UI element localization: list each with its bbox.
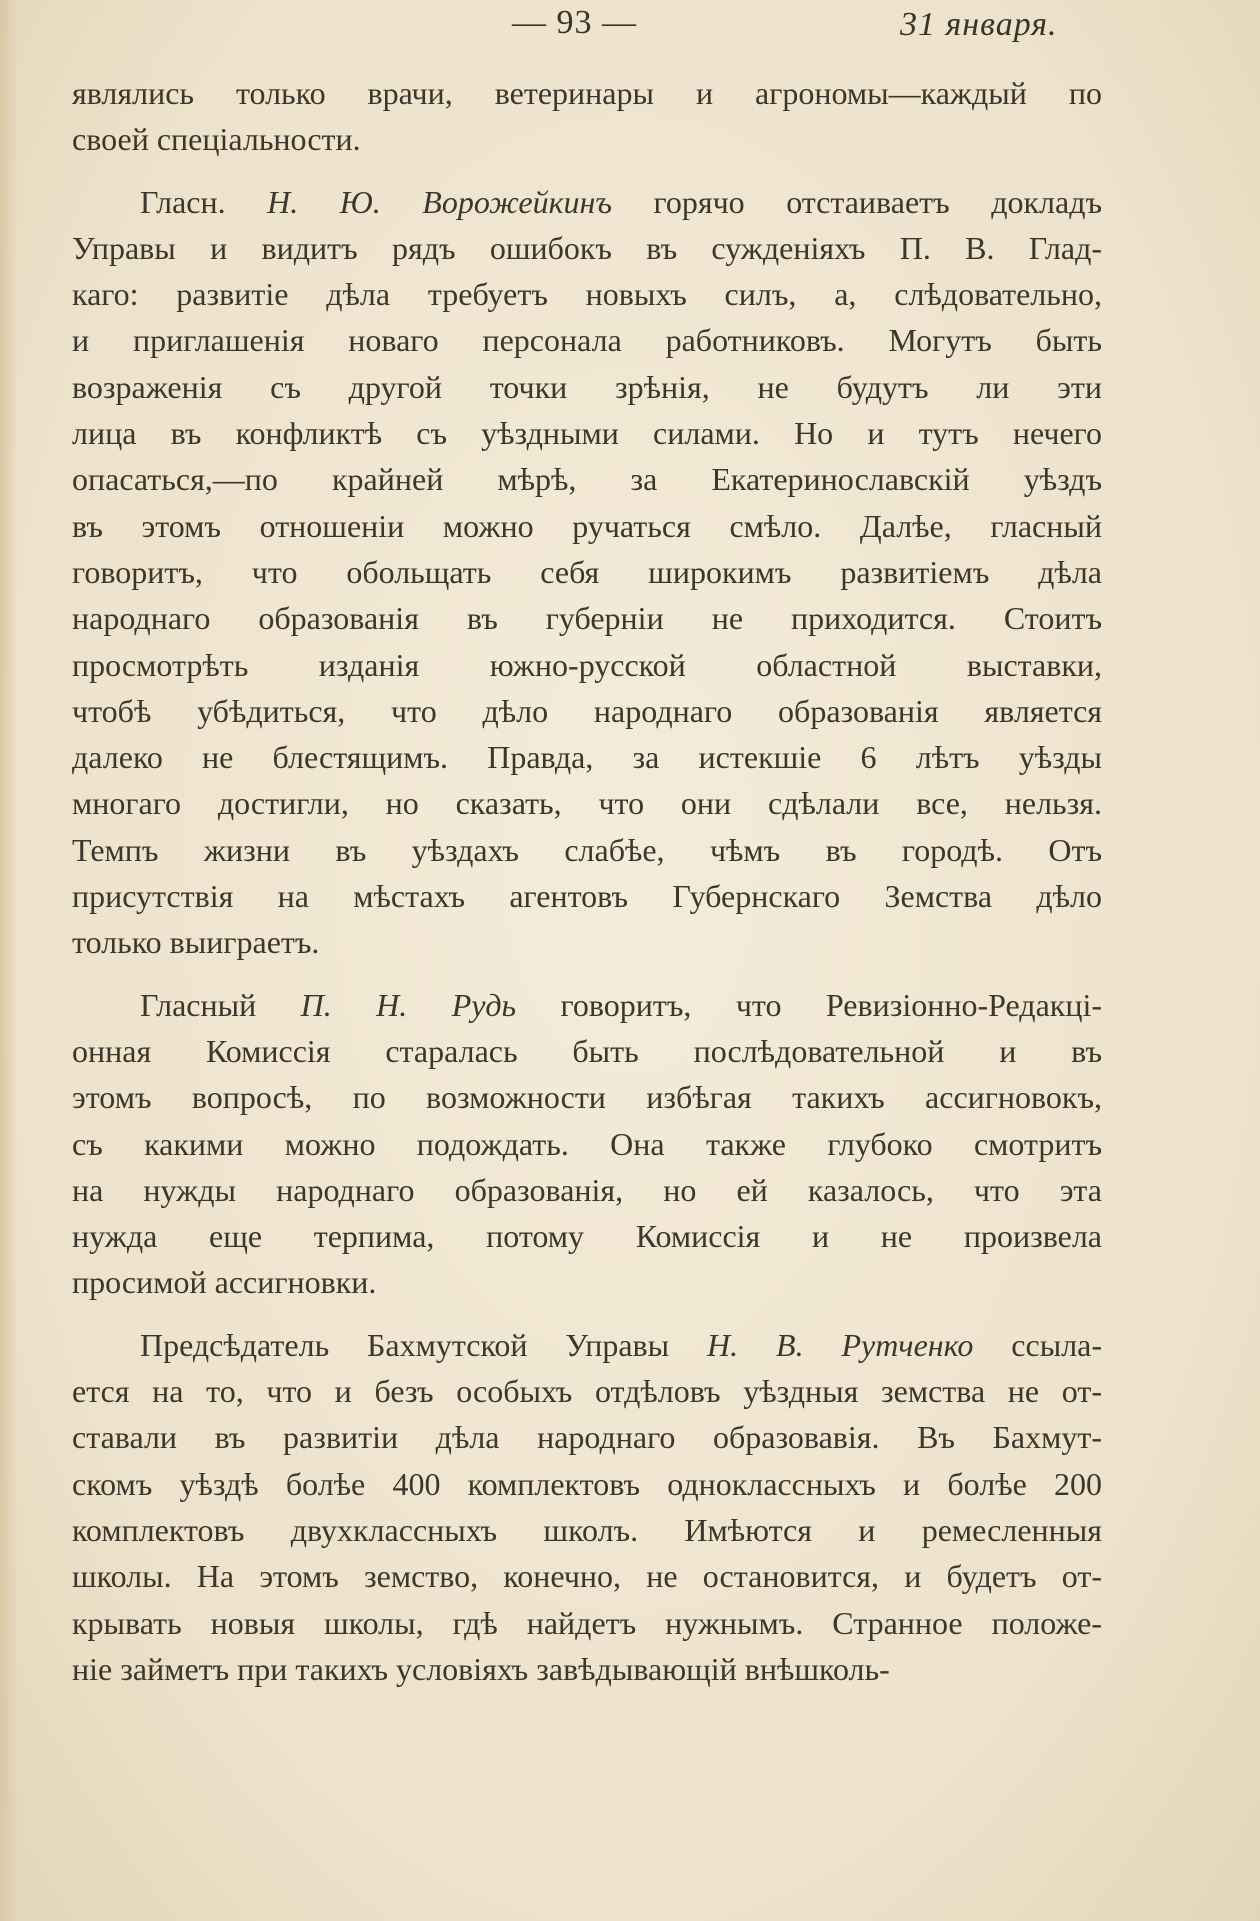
text-line: Управы и видитъ рядъ ошибокъ въ сужденіяхъ П. В. Глад-	[72, 229, 1102, 266]
text-line: скомъ уѣздѣ болѣе 400 комплектовъ одноклассныхъ и болѣе 200	[72, 1465, 1102, 1502]
text-line: каго: развитіе дѣла требуетъ новыхъ силъ, а, слѣдовательно,	[72, 276, 1102, 313]
paragraph	[72, 179, 1102, 966]
body-text	[72, 70, 1102, 1692]
text-line: только выиграетъ.	[72, 924, 320, 961]
text-line: просмотрѣть изданія южно-русской областной выставки,	[72, 646, 1102, 683]
text-line: возраженія съ другой точки зрѣнія, не будутъ ли эти	[72, 368, 1102, 405]
paragraph-gap	[72, 163, 1102, 179]
text-line: своей спеціальности.	[72, 121, 361, 158]
text-line: многаго достигли, но сказать, что они сдѣлали все, нельзя.	[72, 785, 1102, 822]
speaker-name: Н. Ю. Ворожейкинъ	[267, 183, 613, 220]
text-line: ется на то, что и безъ особыхъ отдѣловъ уѣздныя земства не от-	[72, 1373, 1102, 1410]
text-line: нужда еще терпима, потому Комиссія и не произвела	[72, 1218, 1102, 1255]
text-line: школы. На этомъ земство, конечно, не остановится, и будетъ от-	[72, 1558, 1102, 1595]
paragraph-gap	[72, 1306, 1102, 1322]
text-line: говоритъ, что обольщать себя широкимъ развитіемъ дѣла	[72, 553, 1102, 590]
text-line: онная Комиссія старалась быть послѣдовательной и въ	[72, 1032, 1102, 1069]
speaker-name: П. Н. Рудь	[300, 986, 517, 1023]
text-line: Предсѣдатель Бахмутской Управы Н. В. Рутченко ссыла-	[140, 1326, 1103, 1363]
page-header	[0, 4, 1260, 48]
text-line: съ какими можно подождать. Она также глубоко смотритъ	[72, 1125, 1102, 1162]
text-line: являлись только врачи, ветеринары и агрономы—каждый по	[72, 75, 1102, 111]
text-line: присутствія на мѣстахъ агентовъ Губернскаго Земства дѣло	[72, 878, 1102, 915]
paragraph	[72, 70, 1102, 163]
paragraph	[72, 1322, 1102, 1692]
paragraph	[72, 982, 1102, 1306]
text-line: ніе займетъ при такихъ условіяхъ завѣдывающій внѣшколь-	[72, 1650, 890, 1687]
text-line: Гласный П. Н. Рудь говоритъ, что Ревизіонно-Редакці-	[140, 986, 1103, 1023]
text-line: Гласн. Н. Ю. Ворожейкинъ горячо отстаиваетъ докладъ	[140, 183, 1103, 220]
text-line: Темпъ жизни въ уѣздахъ слабѣе, чѣмъ въ городѣ. Отъ	[72, 831, 1102, 868]
text-line: народнаго образованія въ губерніи не приходится. Стоитъ	[72, 600, 1102, 637]
text-line: въ этомъ отношеніи можно ручаться смѣло. Далѣе, гласный	[72, 507, 1102, 544]
text-line: чтобѣ убѣдиться, что дѣло народнаго образованія является	[72, 692, 1102, 729]
text-line: этомъ вопросѣ, по возможности избѣгая такихъ ассигновокъ,	[72, 1079, 1102, 1116]
text-line: крывать новыя школы, гдѣ найдетъ нужнымъ. Странное положе-	[72, 1604, 1102, 1641]
running-head-date: 31 января.	[900, 6, 1058, 43]
text-line: на нужды народнаго образованія, но ей казалось, что эта	[72, 1171, 1102, 1208]
text-line: просимой ассигновки.	[72, 1264, 377, 1301]
text-line: ставали въ развитіи дѣла народнаго образовавія. Въ Бахмут-	[72, 1419, 1102, 1456]
text-line: далеко не блестящимъ. Правда, за истекшіе 6 лѣтъ уѣзды	[72, 739, 1102, 776]
text-line: и приглашенія новаго персонала работниковъ. Могутъ быть	[72, 322, 1102, 359]
paragraph-gap	[72, 966, 1102, 982]
speaker-name: Н. В. Рутченко	[707, 1326, 974, 1363]
text-line: лица въ конфликтѣ съ уѣздными силами. Но и тутъ нечего	[72, 415, 1102, 452]
page-number: — 93 —	[512, 4, 637, 41]
page-spine-shadow	[0, 0, 18, 1921]
text-line: комплектовъ двухклассныхъ школъ. Имѣются и ремесленныя	[72, 1511, 1102, 1548]
text-line: опасаться,—по крайней мѣрѣ, за Екатеринославскій уѣздъ	[72, 461, 1102, 498]
